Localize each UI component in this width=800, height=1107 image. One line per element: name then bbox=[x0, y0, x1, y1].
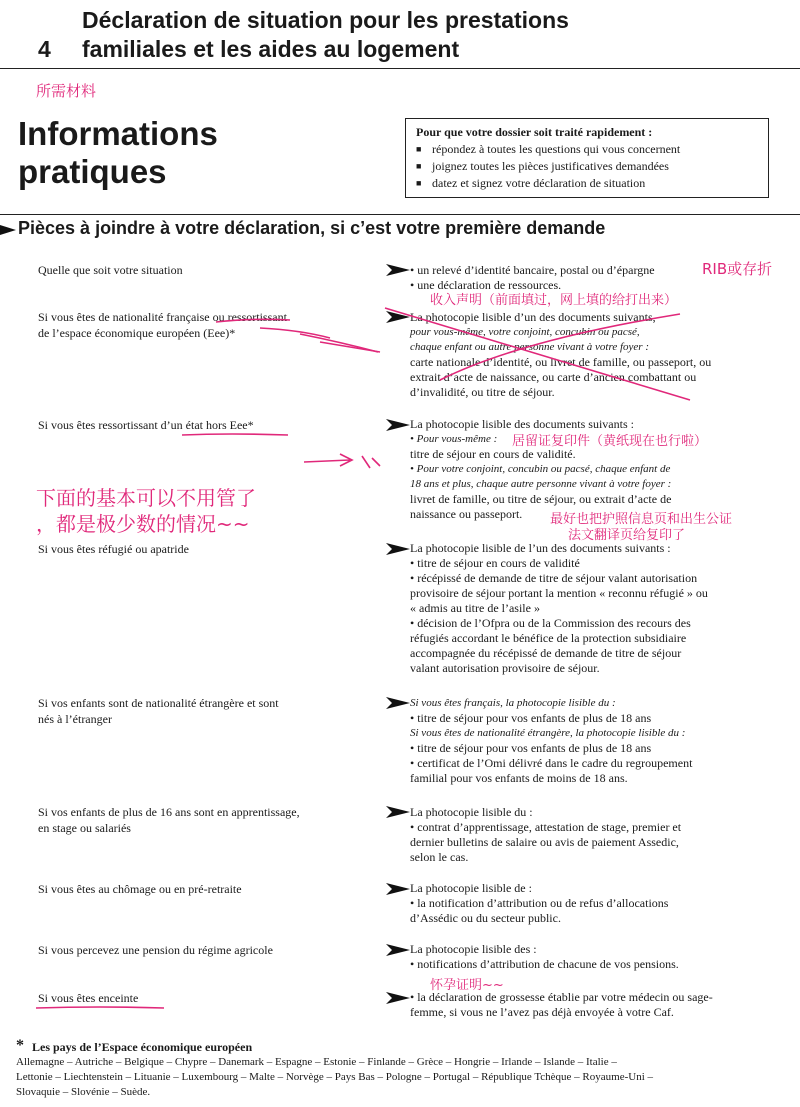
required-documents: La photocopie lisible des documents suivants : • Pour vous-même : titre de séjour en cours de validité. • Pour votre conjoint, concubin ou pacsé, chaque enfant de 18 ans et plus, chaque autre personne vivant à votre foyer : livret de famille, ou titre de séjour, ou extrait d’acte de naissance ou passeport. bbox=[410, 417, 672, 521]
required-documents: La photocopie lisible de l’un des documents suivants : • titre de séjour en cours de validité • récépissé de demande de titre de séjour valant autorisation provisoire de séjour portant la mention « reconnu réfugié » ou « admis au titre de l’asile » • décision de l’Ofpra ou de la Commission des recours des réfugiés accordant le bénéfice de la protection subsidiaire accompagnée du récépissé de demande de titre de séjour valant autorisation provisoire de séjour. bbox=[410, 541, 708, 675]
annotation-passport: 最好也把护照信息页和出生公证 bbox=[550, 512, 733, 527]
annotation-income-declaration: 收入声明（前面填过，网上填的给打出来） bbox=[430, 293, 678, 308]
section-divider bbox=[0, 214, 800, 215]
arrow-icon bbox=[386, 944, 410, 956]
required-documents: • la déclaration de grossesse établie par votre médecin ou sage- femme, si vous ne l’avez pas déjà envoyée à votre Caf. bbox=[410, 990, 713, 1019]
countries-line: Allemagne – Autriche – Belgique – Chypre – Danemark – Espagne – Estonie – Finlande – Grèce – Hongrie – Irlande – Islande – Italie – bbox=[16, 1056, 617, 1068]
arrow-icon bbox=[386, 419, 410, 431]
situation-label: Si vous êtes enceinte bbox=[38, 991, 139, 1005]
required-documents: La photocopie lisible de : • la notification d’attribution ou de refus d’allocations d’Assédic ou du secteur public. bbox=[410, 881, 669, 925]
situation-label: Si vous êtes réfugié ou apatride bbox=[38, 542, 189, 556]
underline-mark bbox=[180, 432, 290, 438]
tips-title: Pour que votre dossier soit traité rapidement : bbox=[416, 125, 653, 139]
situation-label: Si vos enfants sont de nationalité étrangère et sont nés à l’étranger bbox=[38, 696, 279, 726]
tip-item: ■ répondez à toutes les questions qui vous concernent bbox=[416, 141, 758, 158]
section-title: Pièces à joindre à votre déclaration, si c’est votre première demande bbox=[18, 218, 606, 238]
countries-line: Lettonie – Liechtenstein – Lituanie – Luxembourg – Malte – Norvège – Pays Bas – Pologne – Portugal – République Tchèque – Royaume-Uni – bbox=[16, 1071, 654, 1083]
required-documents: Si vous êtes français, la photocopie lisible du : • titre de séjour pour vos enfants de plus de 18 ans Si vous êtes de nationalité étrangère, la photocopie lisible du : • titre de séjour pour vos enfants de plus de 18 ans • certificat de l’Omi délivré dans le cadre du regroupement familial pour vos enfants de moins de 18 ans. bbox=[410, 697, 693, 785]
arrow-icon bbox=[386, 264, 410, 276]
situation-label: Si vous êtes ressortissant d’un état hors Eee* bbox=[38, 418, 254, 432]
annotation-pregnancy: 怀孕证明~~ bbox=[430, 978, 504, 993]
required-documents: La photocopie lisible des : • notifications d’attribution de chacune de vos pensions. bbox=[410, 942, 679, 971]
tip-item: ■ datez et signez votre déclaration de situation bbox=[416, 175, 758, 192]
arrow-icon bbox=[386, 543, 410, 555]
arrow-icon bbox=[386, 697, 410, 709]
arrow-icon bbox=[386, 992, 410, 1004]
countries-line: Slovaquie – Slovénie – Suède. bbox=[16, 1086, 151, 1098]
arrow-icon bbox=[386, 883, 410, 895]
situation-label: Si vos enfants de plus de 16 ans sont en apprentissage, en stage ou salariés bbox=[38, 805, 300, 835]
situation-label: Si vous êtes au chômage ou en pré-retraite bbox=[38, 882, 242, 896]
annotation-required-materials: 所需材料 bbox=[36, 82, 97, 100]
annotation-rare-cases: ，都是极少数的情况~~ bbox=[36, 512, 250, 536]
document-title bbox=[82, 6, 569, 64]
page-number: 4 bbox=[38, 36, 51, 62]
footnote-title: Les pays de l’Espace économique européen bbox=[32, 1040, 253, 1054]
footnote-asterisk: * bbox=[16, 1037, 24, 1054]
document-title-line2: familiales et les aides au logement bbox=[82, 36, 460, 62]
eee-countries-footnote bbox=[16, 1037, 786, 1100]
info-title bbox=[18, 115, 218, 191]
required-documents: La photocopie lisible d’un des documents suivants, pour vous-même, votre conjoint, concubin ou pacsé, chaque enfant ou autre personne vivant à votre foyer : carte nationale d’identité, ou livret de famille, ou passeport, ou extrait d’acte de naissance, ou carte d’ancien combattant ou d’invalidité, ou titre de séjour. bbox=[410, 310, 712, 399]
situation-label: Si vous percevez une pension du régime agricole bbox=[38, 943, 273, 957]
info-title-line1: Informations bbox=[18, 115, 218, 152]
document-title-line1: Déclaration de situation pour les prestations bbox=[82, 7, 569, 33]
handwritten-arrow bbox=[300, 450, 390, 474]
tip-item: ■ joignez toutes les pièces justificatives demandées bbox=[416, 158, 758, 175]
situation-label: Si vous êtes de nationalité française ou ressortissant de l’espace économique européen (Eee)* bbox=[38, 310, 287, 340]
info-title-line2: pratiques bbox=[18, 153, 167, 190]
annotation-birth-certificate: 法文翻译页给复印了 bbox=[568, 528, 686, 543]
tips-box bbox=[405, 118, 769, 198]
situation-label: Quelle que soit votre situation bbox=[38, 263, 183, 277]
required-documents: La photocopie lisible du : • contrat d’apprentissage, attestation de stage, premier et dernier bulletins de salaire ou avis de paiement Assedic, selon le cas. bbox=[410, 805, 682, 864]
annotation-residence-permit: 居留证复印件（黄纸现在也行啦） bbox=[512, 434, 708, 449]
section-arrow-icon bbox=[0, 224, 16, 236]
underline-mark bbox=[34, 1005, 166, 1011]
handwritten-strike-marks bbox=[200, 300, 700, 410]
arrow-icon bbox=[386, 806, 410, 818]
header-divider bbox=[0, 68, 800, 69]
annotation-ignore-below: 下面的基本可以不用管了 bbox=[36, 486, 256, 510]
required-documents: • un relevé d’identité bancaire, postal ou d’épargne • une déclaration de ressources. bbox=[410, 263, 655, 292]
annotation-rib: RIB或存折 bbox=[702, 260, 773, 278]
